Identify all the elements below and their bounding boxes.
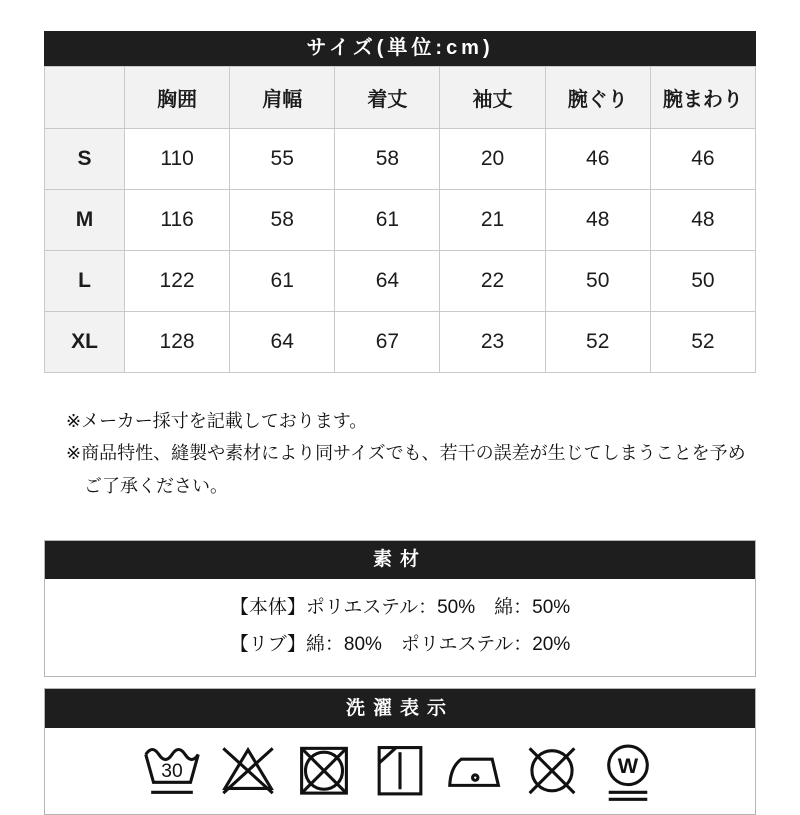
note-line-1: ※メーカー採寸を記載しております。 — [66, 411, 368, 431]
table-row-l — [45, 251, 756, 312]
svg-text:W: W — [617, 752, 639, 778]
cell-value: 48 — [650, 190, 755, 251]
note-line-2: ※商品特性、縫製や素材により同サイズでも、若干の誤差が生じてしまうことを予めご了承ください。 — [66, 443, 746, 496]
cell-value: 58 — [335, 129, 440, 190]
size-table — [44, 66, 756, 373]
cell-value: 23 — [440, 312, 545, 373]
column-header-armhole: 腕ぐり — [545, 67, 650, 129]
iron-low-one-dot-icon — [445, 736, 507, 807]
cell-value: 58 — [230, 190, 335, 251]
column-header-shoulder: 肩幅 — [230, 67, 335, 129]
cell-value: 61 — [230, 251, 335, 312]
table-row-s — [45, 129, 756, 190]
cell-value: 110 — [125, 129, 230, 190]
size-label: L — [45, 251, 125, 312]
cell-value: 22 — [440, 251, 545, 312]
care-section-title: 洗濯表示 — [45, 689, 755, 728]
cell-value: 50 — [650, 251, 755, 312]
cell-value: 46 — [650, 129, 755, 190]
column-header-arm-circumference: 腕まわり — [650, 67, 755, 129]
cell-value: 52 — [545, 312, 650, 373]
cell-value: 122 — [125, 251, 230, 312]
table-row-m — [45, 190, 756, 251]
column-header-chest: 胸囲 — [125, 67, 230, 129]
no-tumble-dry-icon — [293, 736, 355, 807]
cell-value: 64 — [335, 251, 440, 312]
material-body-line: 【本体】ポリエステル：50% 綿：50% — [229, 597, 571, 619]
care-section — [44, 688, 756, 815]
cell-value: 116 — [125, 190, 230, 251]
column-header-sleeve: 袖丈 — [440, 67, 545, 129]
cell-value: 128 — [125, 312, 230, 373]
svg-text:30: 30 — [161, 760, 183, 782]
material-section-title: 素材 — [45, 541, 755, 579]
size-label: XL — [45, 312, 125, 373]
size-label: S — [45, 129, 125, 190]
size-section-title: サイズ(単位:cm) — [44, 31, 756, 66]
column-header-length: 着丈 — [335, 67, 440, 129]
wet-clean-very-gentle-icon — [597, 736, 659, 807]
size-table-corner-cell — [45, 67, 125, 129]
no-bleach-icon — [217, 736, 279, 807]
line-dry-shade-icon — [369, 736, 431, 807]
cell-value: 64 — [230, 312, 335, 373]
cell-value: 21 — [440, 190, 545, 251]
care-symbols-row — [45, 728, 755, 814]
measurement-notes — [44, 405, 756, 502]
cell-value: 50 — [545, 251, 650, 312]
cell-value: 20 — [440, 129, 545, 190]
material-details — [45, 579, 755, 676]
material-rib-line: 【リブ】綿：80% ポリエステル：20% — [229, 634, 571, 656]
size-table-header-row — [45, 67, 756, 129]
wash-30-gentle-icon — [141, 736, 203, 807]
no-dry-clean-icon — [521, 736, 583, 807]
cell-value: 48 — [545, 190, 650, 251]
cell-value: 55 — [230, 129, 335, 190]
cell-value: 61 — [335, 190, 440, 251]
table-row-xl — [45, 312, 756, 373]
cell-value: 52 — [650, 312, 755, 373]
cell-value: 67 — [335, 312, 440, 373]
size-label: M — [45, 190, 125, 251]
material-section — [44, 540, 756, 677]
cell-value: 46 — [545, 129, 650, 190]
